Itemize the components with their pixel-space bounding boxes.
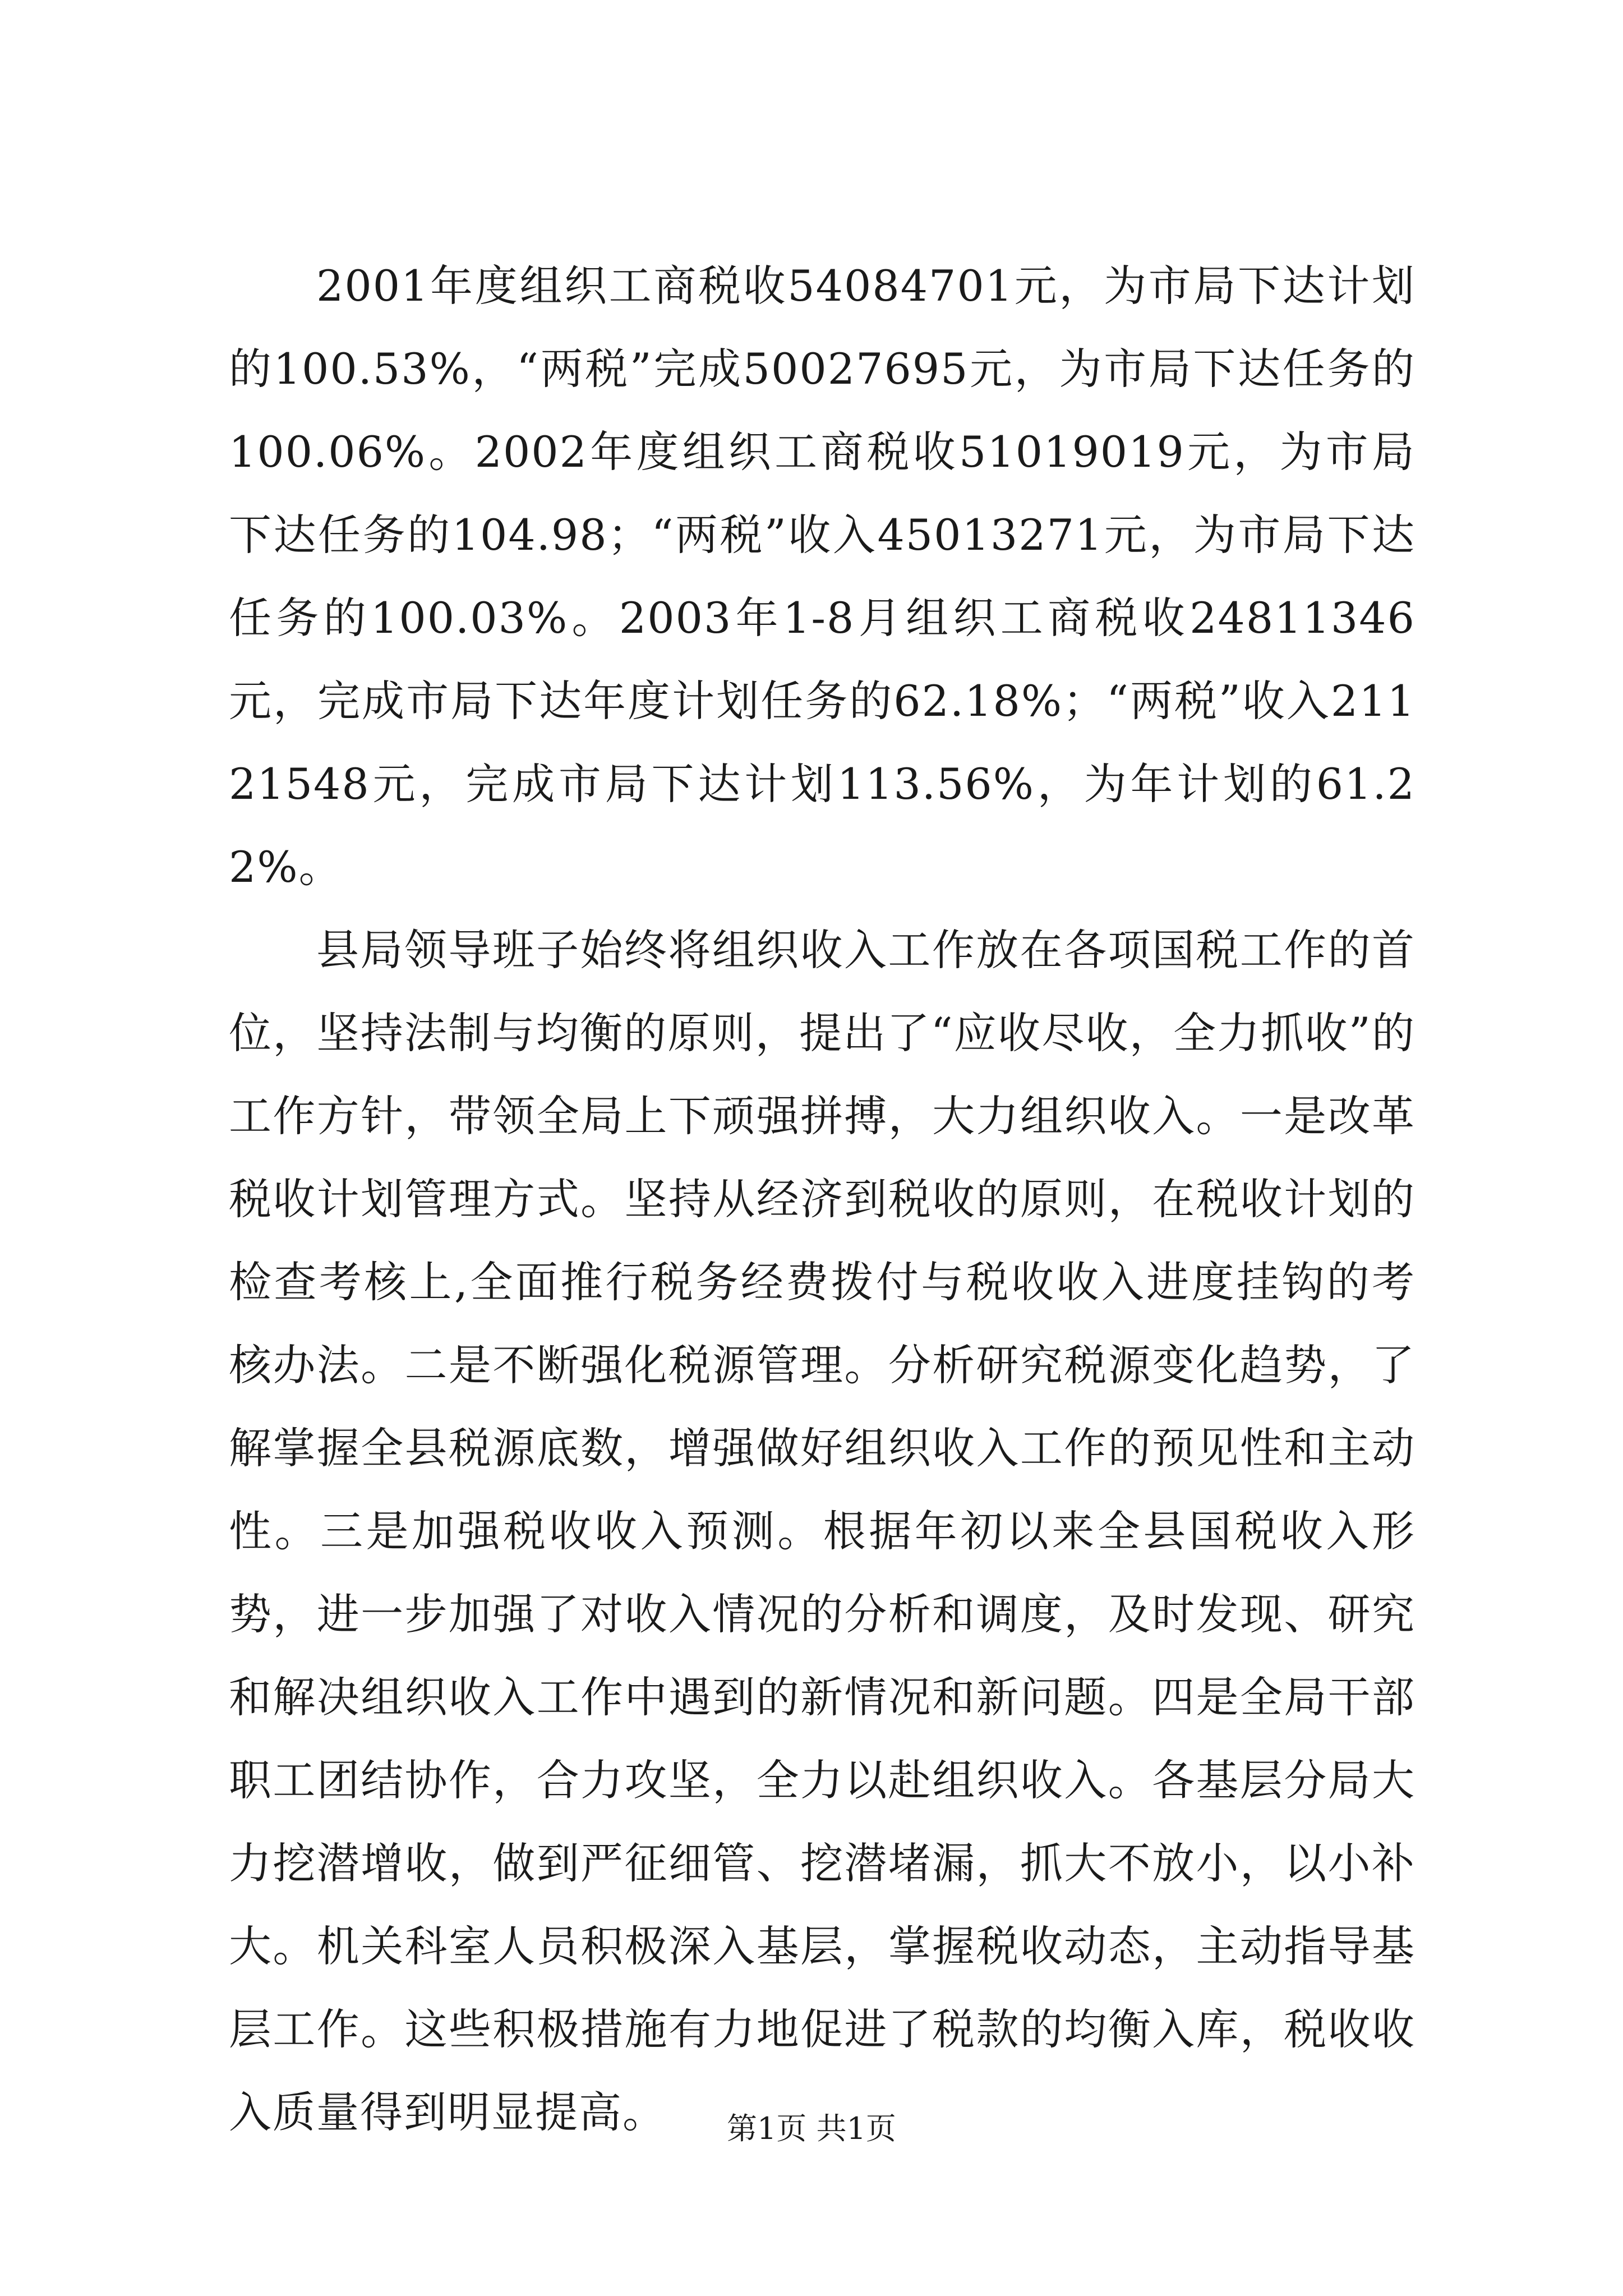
paragraph-work-measures: 县局领导班子始终将组织收入工作放在各项国税工作的首位，坚持法制与均衡的原则，提出了“应收尽收，全力抓收”的工作方针，带领全局上下顽强拼搏，大力组织收入。一是改革税收计划管理方式。坚持从经济到税收的原则，在税收计划的检查考核上,全面推行税务经费拨付与税收收入进度挂钩的考核办法。二是不断强化税源管理。分析研究税源变化趋势，了解掌握全县税源底数，增强做好组织收入工作的预见性和主动性。三是加强税收收入预测。根据年初以来全县国税收入形势，进一步加强了对收入情况的分析和调度，及时发现、研究和解决组织收入工作中遇到的新情况和新问题。四是全局干部职工团结协作，合力攻坚，全力以赴组织收入。各基层分局大力挖潜增收，做到严征细管、挖潜堵漏，抓大不放小，以小补大。机关科室人员积极深入基层，掌握税收动态，主动指导基层工作。这些积极措施有力地促进了税款的均衡入库，税收收入质量得到明显提高。: [229, 925, 1415, 2137]
document-body: [229, 245, 1415, 2154]
page-footer: 第1页 共1页: [727, 2111, 896, 2146]
paragraph-tax-figures: 2001年度组织工商税收54084701元，为市局下达计划的100.53%，“两税”完成50027695元，为市局下达任务的100.06%。2002年度组织工商税收51019019元，为市局下达任务的104.98；“两税”收入45013271元，为市局下达任务的100.03%。2003年1-8月组织工商税收24811346元，完成市局下达年度计划任务的62.18%；“两税”收入21121548元，完成市局下达计划113.56%，为年计划的61.22%。: [229, 261, 1415, 892]
